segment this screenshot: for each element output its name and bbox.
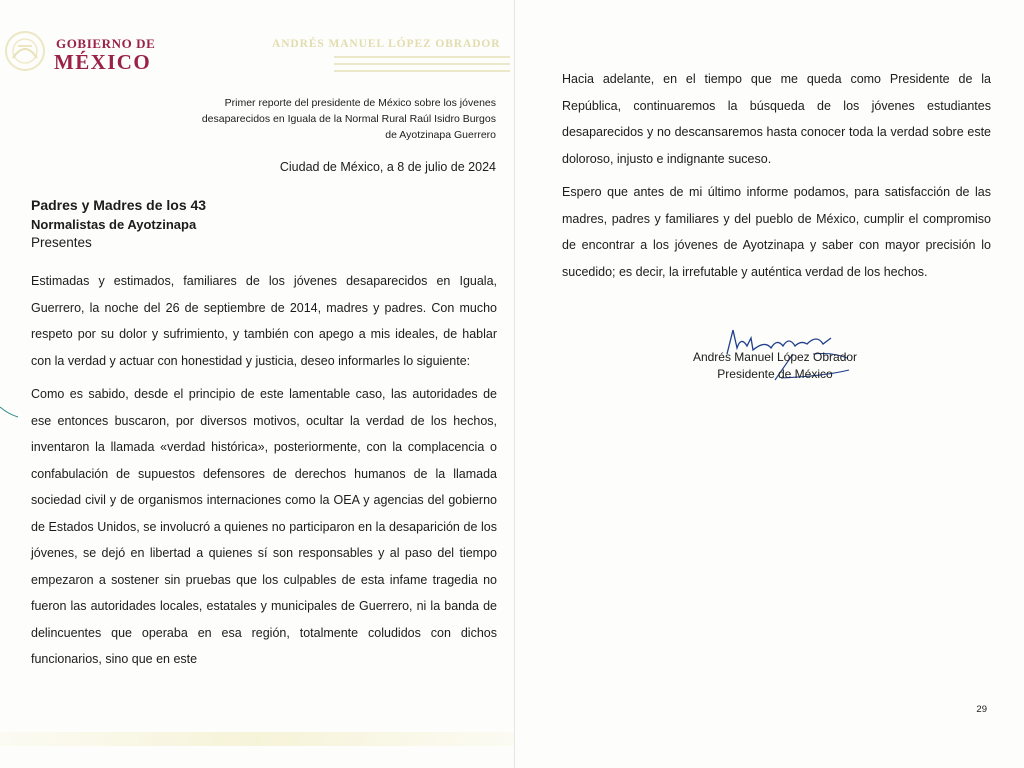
body-paragraph: Como es sabido, desde el principio de este lamentable caso, las autoridades de ese entonces buscaron, por diversos motivos, ocultar la verdad de los hechos, inventaron la llamada «verdad histórica», posteriormente, con la complacencia o confabulación de supuestos defensores de derechos humanos de la llamada sociedad civil y de organismos internaciones como la OEA y agencias del gobierno de Estados Unidos, se involucró a quienes no participaron en la desaparición de los jóvenes, se dejó en libertad a quienes sí son responsables y al paso del tiempo empezaron a sostener sin pruebas que los culpables de esta infame tragedia no fueron las autoridades locales, estatales y municipales de Guerrero, ni la banda de delincuentes que operaba en esa región, totalmente coludidos con dichos funcionarios, sino que en este xyxy=(31,387,497,666)
signer-name: Andrés Manuel López Obrador xyxy=(692,350,858,364)
faded-letterhead-name: ANDRÉS MANUEL LÓPEZ OBRADOR xyxy=(272,38,501,50)
signer-title: Presidente de México xyxy=(717,367,833,381)
faded-letterhead-line xyxy=(334,70,510,72)
body-paragraph: Espero que antes de mi último informe podamos, para satisfacción de las madres, padres y familiares y del pueblo de México, cumplir el compromiso de encontrar a los jóvenes de Ayotzinapa y saber con mayor precisión lo sucedido; es decir, la irrefutable y auténtica verdad de los hechos. xyxy=(562,185,991,279)
subject-line: desaparecidos en Iguala de la Normal Rural Raúl Isidro Burgos xyxy=(201,113,496,125)
letter-subject xyxy=(150,95,496,143)
handwritten-margin-mark xyxy=(0,404,22,420)
addressee-line: Normalistas de Ayotzinapa xyxy=(31,217,197,232)
subject-line: Primer reporte del presidente de México sobre los jóvenes xyxy=(224,97,496,109)
letter-body xyxy=(31,268,497,680)
body-paragraph: Hacia adelante, en el tiempo que me queda como Presidente de la República, continuaremos la búsqueda de los jóvenes estudiantes desaparecidos y no descansaremos hasta conocer toda la verdad sobre este doloroso, injusto e indignante suceso. xyxy=(562,72,991,166)
faded-letterhead-line xyxy=(334,63,510,65)
national-seal-icon xyxy=(4,28,46,74)
addressee-line: Padres y Madres de los 43 xyxy=(31,197,207,213)
government-logo-bottom: MÉXICO xyxy=(54,50,152,74)
place-and-date: Ciudad de México, a 8 de julio de 2024 xyxy=(279,160,496,174)
letter-page-right xyxy=(515,0,1024,768)
body-paragraph: Estimadas y estimados, familiares de los jóvenes desaparecidos en Iguala, Guerrero, la noche del 26 de septiembre de 2014, madres y padres. Con mucho respeto por su dolor y sufrimiento, y también con apego a mis ideales, de hablar con la verdad y actuar con honestidad y justicia, deseo informarles lo siguiente: xyxy=(31,274,497,368)
scan-artifact-strip xyxy=(0,732,514,746)
addressee-greeting: Presentes xyxy=(31,235,92,250)
faded-letterhead-line xyxy=(334,56,510,58)
government-logo-top: GOBIERNO DE xyxy=(56,36,156,51)
subject-line: de Ayotzinapa Guerrero xyxy=(385,129,496,141)
letter-body xyxy=(562,66,991,292)
page-number: 29 xyxy=(976,704,987,715)
